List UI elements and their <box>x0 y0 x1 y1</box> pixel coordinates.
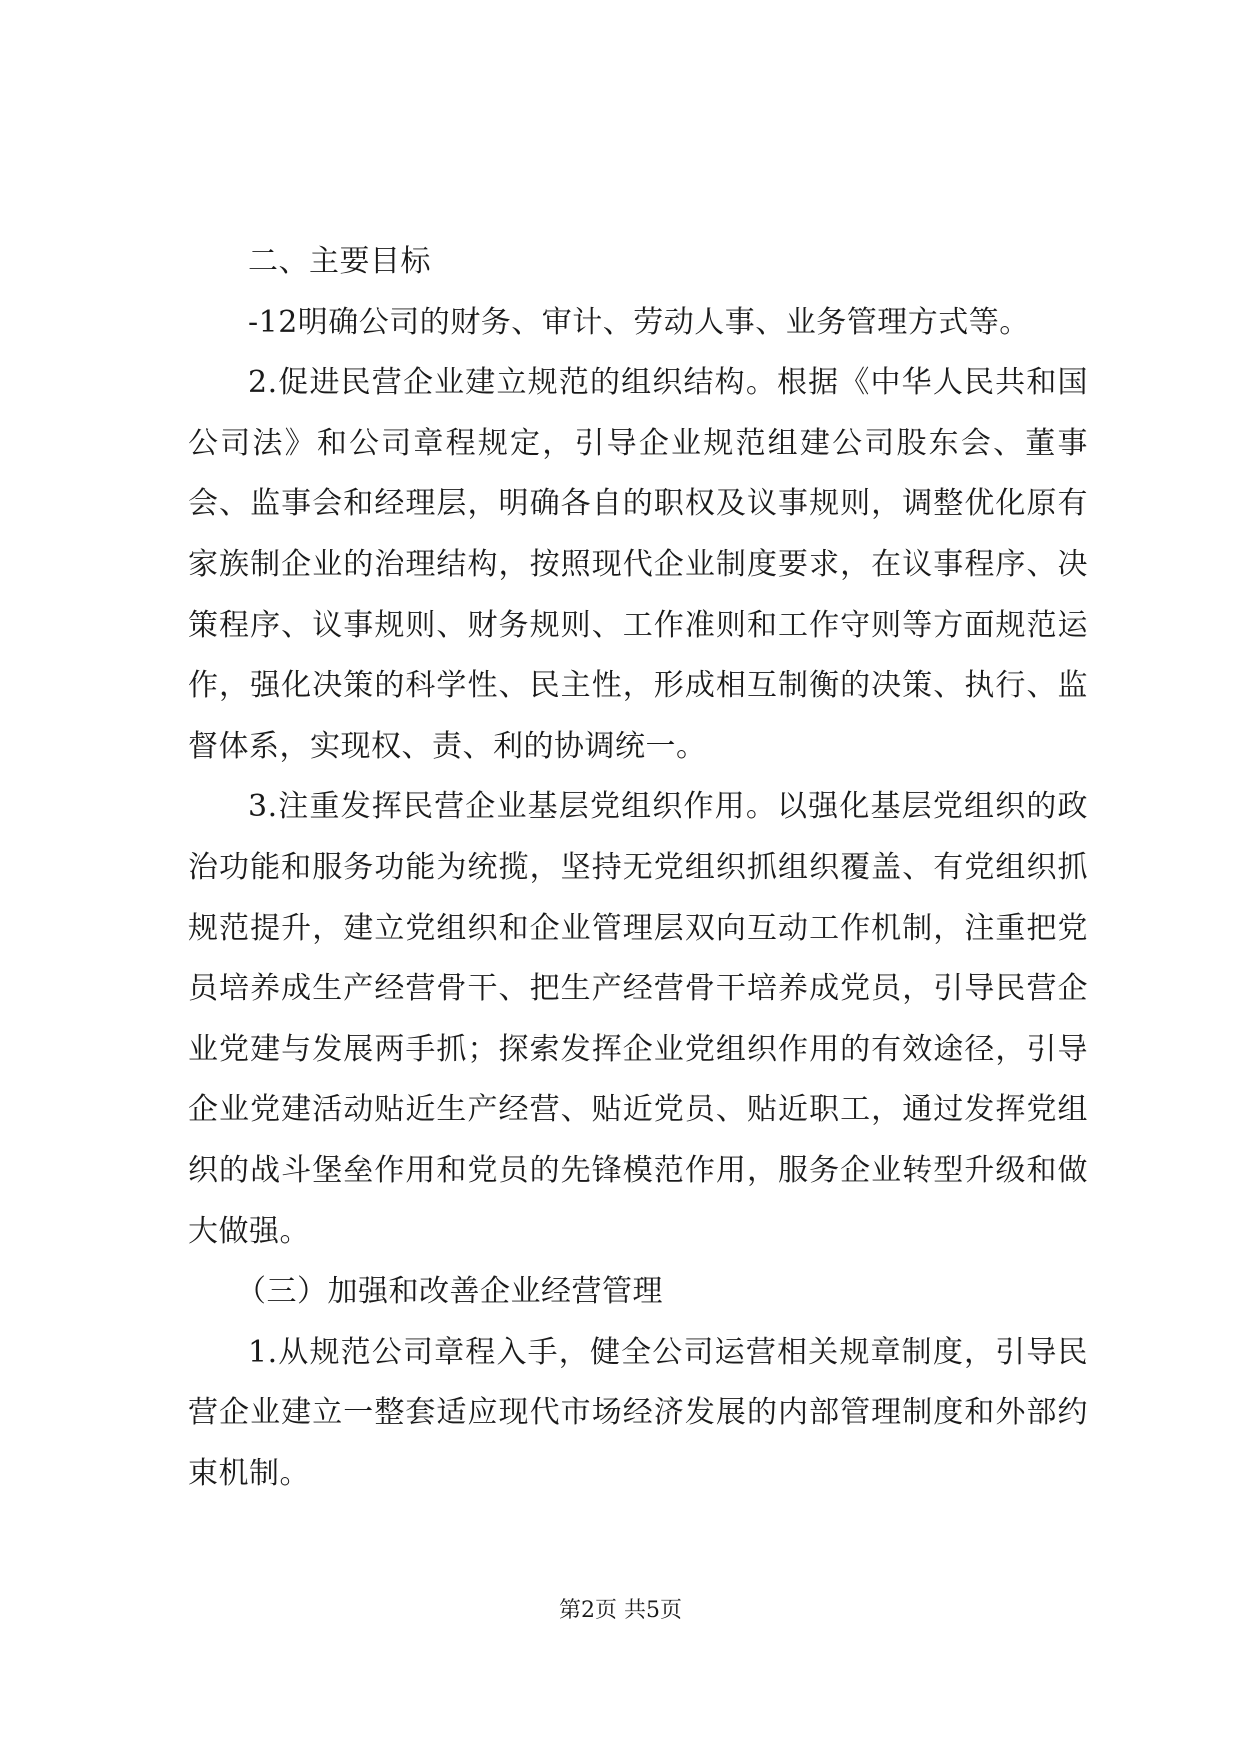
paragraph-intro: -12明确公司的财务、审计、劳动人事、业务管理方式等。 <box>248 304 1030 340</box>
page-number-footer: 第2页 共5页 <box>559 1598 682 1623</box>
paragraph-organization-structure: 2.促进民营企业建立规范的组织结构。根据《中华人民共和国公司法》和公司章程规定，引导企业规范组建公司股东会、董事会、监事会和经理层，明确各自的职权及议事规则，调整优化原有家族制企业的治理结构，按照现代企业制度要求，在议事程序、决策程序、议事规则、财务规则、工作准则和工作守则等方面规范运作，强化决策的科学性、民主性，形成相互制衡的决策、执行、监督体系，实现权、责、利的协调统一。 <box>188 365 1088 764</box>
section-heading-management: （三）加强和改善企业经营管理 <box>236 1274 663 1310</box>
section-heading-main-goals: 二、主要目标 <box>248 244 431 279</box>
document-body <box>188 232 1088 1504</box>
paragraph-company-charter: 1.从规范公司章程入手，健全公司运营相关规章制度，引导民营企业建立一整套适应现代市场经济发展的内部管理制度和外部约束机制。 <box>188 1334 1088 1491</box>
paragraph-party-organization: 3.注重发挥民营企业基层党组织作用。以强化基层党组织的政治功能和服务功能为统揽，坚持无党组织抓组织覆盖、有党组织抓规范提升，建立党组织和企业管理层双向互动工作机制，注重把党员培养成生产经营骨干、把生产经营骨干培养成党员，引导民营企业党建与发展两手抓；探索发挥企业党组织作用的有效途径，引导企业党建活动贴近生产经营、贴近党员、贴近职工，通过发挥党组织的战斗堡垒作用和党员的先锋模范作用，服务企业转型升级和做大做强。 <box>188 789 1088 1249</box>
